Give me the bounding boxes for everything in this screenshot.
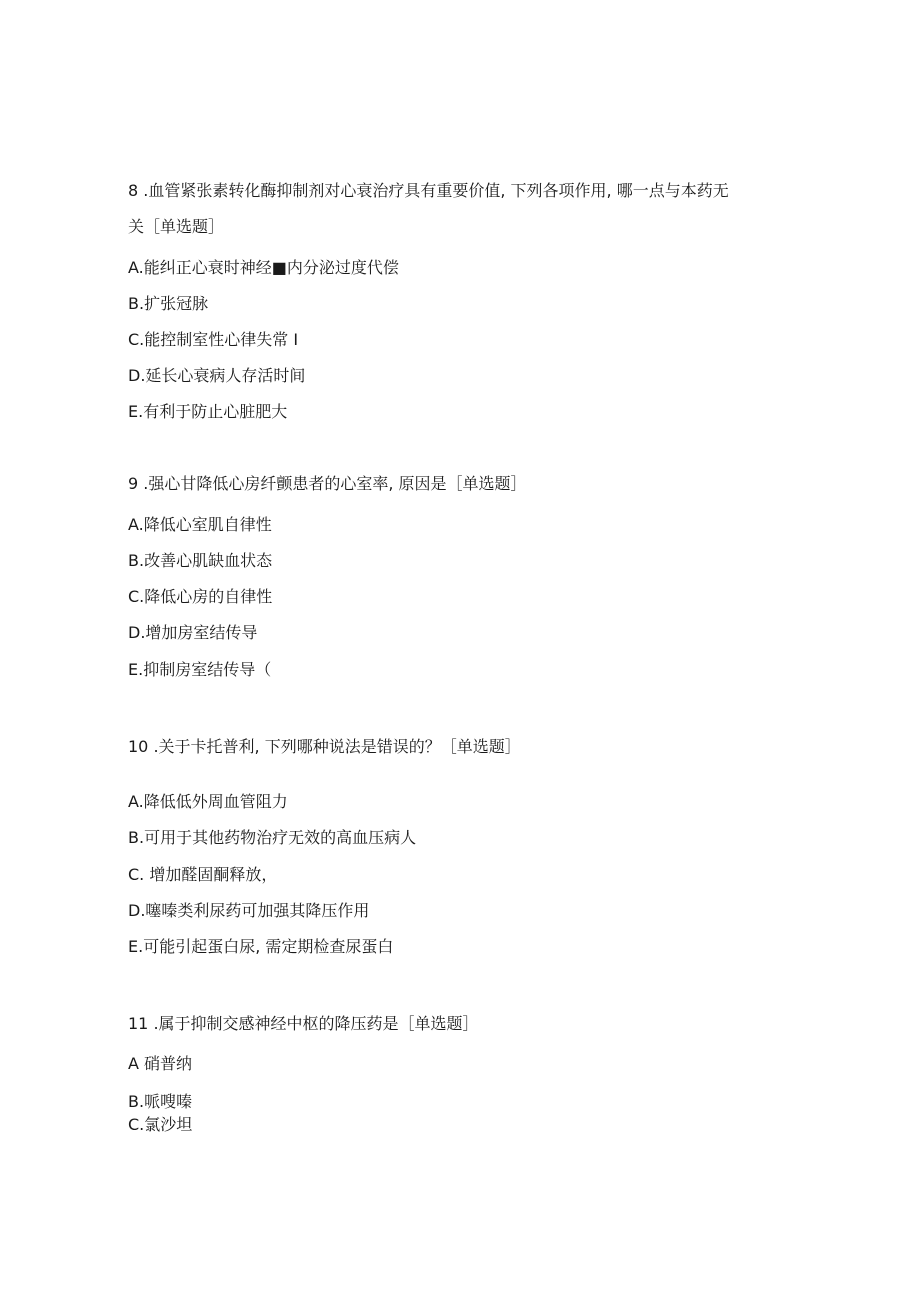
question-9-option-e[interactable]: E.抑制房室结传导（ <box>128 660 272 679</box>
question-8-stem-line2: 关［单选题］ <box>128 217 225 236</box>
question-8-option-d[interactable]: D.延长心衰病人存活时间 <box>128 366 306 385</box>
question-10-option-b[interactable]: B.可用于其他药物治疗无效的高血压病人 <box>128 828 417 847</box>
question-10-option-a[interactable]: A.降低低外周血管阻力 <box>128 792 288 811</box>
question-8-stem-line1: 8 .血管紧张素转化酶抑制剂对心衰治疗具有重要价值, 下列各项作用, 哪一点与本药无 <box>128 181 729 200</box>
question-11-stem: 11 .属于抑制交感神经中枢的降压药是［单选题］ <box>128 1014 479 1033</box>
question-8-option-e[interactable]: E.有利于防止心脏肥大 <box>128 402 288 421</box>
question-9-option-b[interactable]: B.改善心肌缺血状态 <box>128 551 273 570</box>
question-11-option-c[interactable]: C.氯沙坦 <box>128 1115 193 1134</box>
question-10-stem: 10 .关于卡托普利, 下列哪种说法是错误的？［单选题］ <box>128 737 521 756</box>
question-10-option-d[interactable]: D.噻嗪类利尿药可加强其降压作用 <box>128 901 370 920</box>
question-11-option-b[interactable]: B.哌嗖嗪 <box>128 1092 193 1111</box>
question-9-option-d[interactable]: D.增加房室结传导 <box>128 623 258 642</box>
question-11-option-a[interactable]: A 硝普纳 <box>128 1054 193 1073</box>
question-9-option-a[interactable]: A.降低心室肌自律性 <box>128 515 272 534</box>
question-9-option-c[interactable]: C.降低心房的自律性 <box>128 587 273 606</box>
question-9-stem: 9 .强心甘降低心房纤颤患者的心室率, 原因是［单选题］ <box>128 474 527 493</box>
question-10-option-e[interactable]: E.可能引起蛋白尿, 需定期检查尿蛋白 <box>128 937 394 956</box>
question-10-option-c[interactable]: C. 增加醛固酮释放， <box>128 865 278 884</box>
question-8-option-b[interactable]: B.扩张冠脉 <box>128 294 209 313</box>
question-8-option-a[interactable]: A.能纠正心衰时神经■内分泌过度代偿 <box>128 258 399 277</box>
question-8-option-c[interactable]: C.能控制室性心律失常 I <box>128 330 299 349</box>
